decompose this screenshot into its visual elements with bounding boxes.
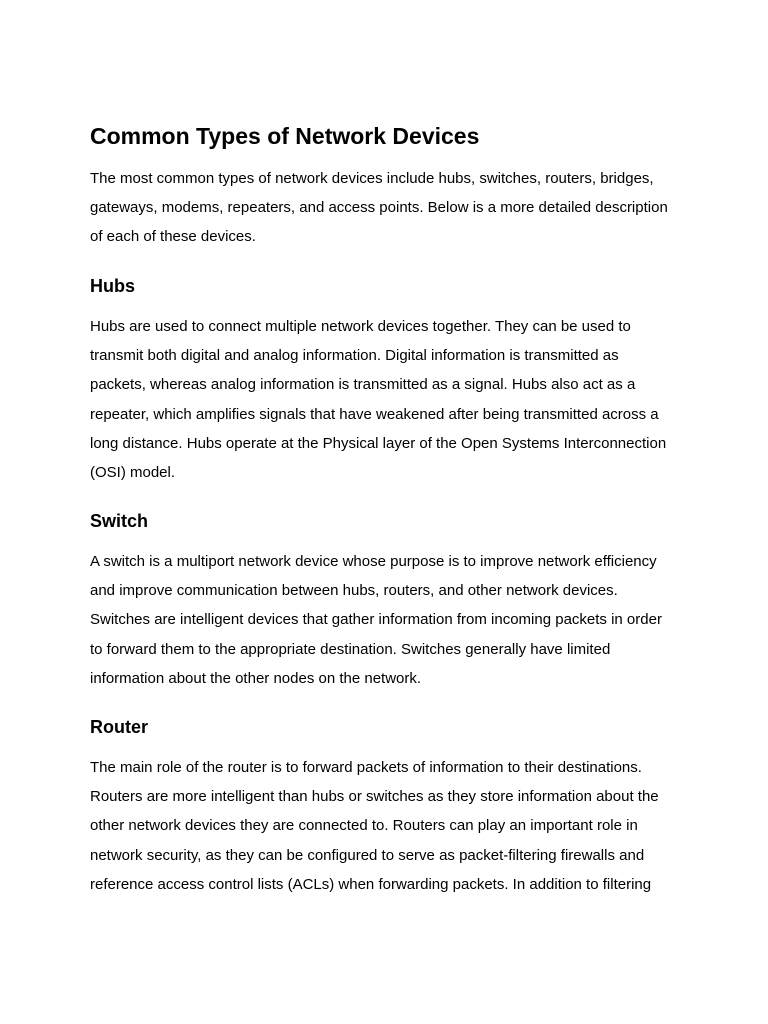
section-paragraph-switch (90, 547, 680, 693)
section-paragraph-hubs (90, 312, 680, 487)
paragraph-line: transmit both digital and analog information. Digital information is transmitted as (90, 347, 619, 365)
section-heading-hubs: Hubs (90, 276, 135, 296)
paragraph-line: long distance. Hubs operate at the Physical layer of the Open Systems Interconnection (90, 434, 667, 452)
paragraph-line: The most common types of network devices include hubs, switches, routers, bridges, (90, 170, 654, 187)
paragraph-line: information about the other nodes on the network. (90, 669, 422, 687)
paragraph-line: to forward them to the appropriate destination. Switches generally have limited (90, 640, 611, 658)
intro-paragraph (90, 164, 680, 252)
section-heading-router: Router (90, 717, 148, 737)
page-title: Common Types of Network Devices (90, 123, 480, 149)
paragraph-line: repeater, which amplifies signals that have weakened after being transmitted across a (90, 405, 659, 423)
paragraph-line: (OSI) model. (90, 464, 176, 482)
paragraph-line: reference access control lists (ACLs) when forwarding packets. In addition to filtering (90, 875, 652, 893)
paragraph-line: A switch is a multiport network device whose purpose is to improve network efficiency (90, 553, 657, 570)
paragraph-line: Switches are intelligent devices that gather information from incoming packets in order (90, 611, 662, 629)
section-paragraph-router (90, 753, 680, 899)
paragraph-line: and improve communication between hubs, routers, and other network devices. (90, 582, 618, 600)
paragraph-line: Hubs are used to connect multiple network devices together. They can be used to (90, 318, 631, 335)
paragraph-line: gateways, modems, repeaters, and access points. Below is a more detailed description (90, 199, 668, 217)
paragraph-line: The main role of the router is to forward packets of information to their destinations. (90, 759, 642, 776)
paragraph-line: packets, whereas analog information is transmitted as a signal. Hubs also act as a (90, 376, 636, 394)
paragraph-line: of each of these devices. (90, 228, 256, 246)
section-heading-switch: Switch (90, 511, 149, 531)
paragraph-line: network security, as they can be configured to serve as packet-filtering firewalls and (90, 846, 645, 864)
paragraph-line: Routers are more intelligent than hubs or switches as they store information about the (90, 788, 659, 806)
paragraph-line: other network devices they are connected to. Routers can play an important role in (90, 817, 638, 835)
